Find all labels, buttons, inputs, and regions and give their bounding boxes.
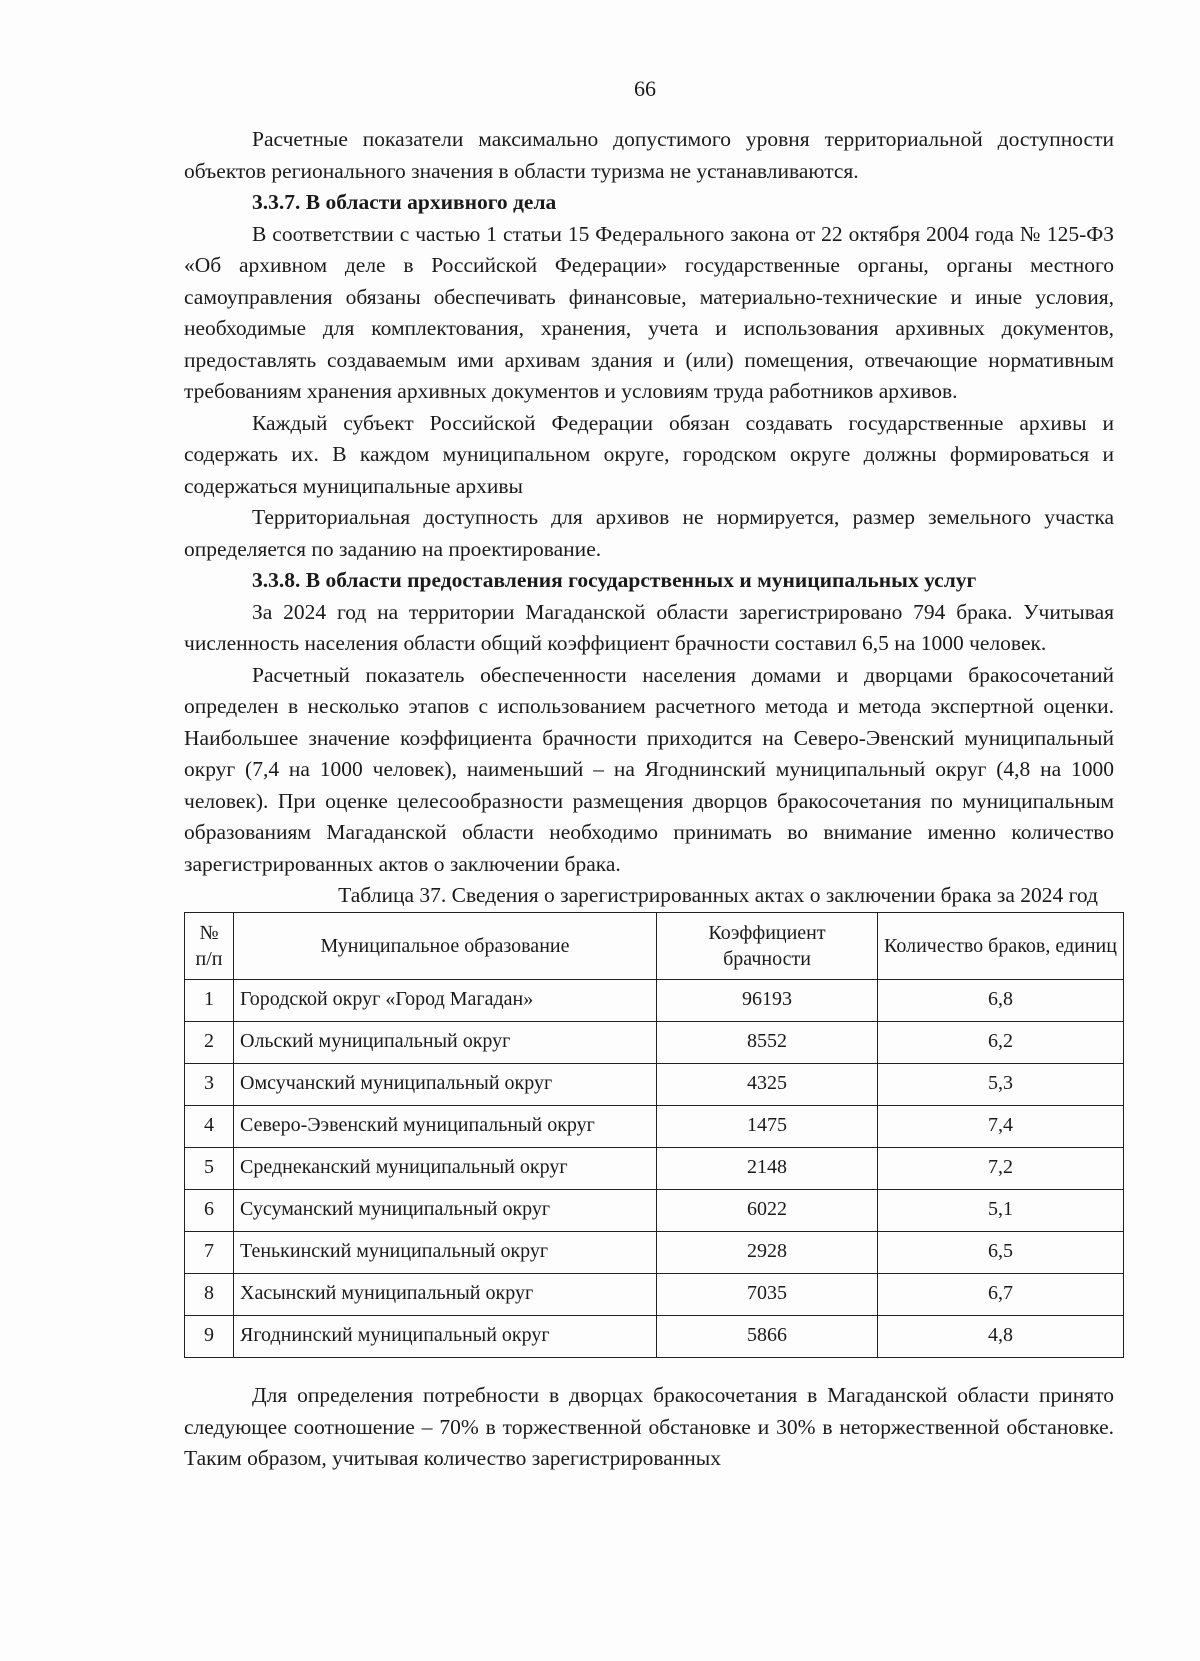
table-row [185,980,1124,1022]
cell-name: Северо-Ээвенский муниципальный округ [234,1106,657,1148]
cell-count: 6,2 [878,1022,1124,1064]
cell-count: 5,3 [878,1064,1124,1106]
cell-name: Среднеканский муниципальный округ [234,1148,657,1190]
cell-name: Тенькинский муниципальный округ [234,1232,657,1274]
cell-name: Городской округ «Город Магадан» [234,980,657,1022]
cell-coef: 2928 [657,1232,878,1274]
document-body [184,124,1117,1475]
table-header-row [185,913,1124,980]
cell-num: 9 [185,1316,234,1358]
cell-coef: 96193 [657,980,878,1022]
cell-name: Ягоднинский муниципальный округ [234,1316,657,1358]
table-row [185,1106,1124,1148]
table-row [185,1022,1124,1064]
heading-services: 3.3.8. В области предоставления государственных и муниципальных услуг [252,568,977,592]
cell-name: Сусуманский муниципальный округ [234,1190,657,1232]
cell-num: 8 [185,1274,234,1316]
header-num: № п/п [185,913,234,980]
paragraph-archives-access: Территориальная доступность для архивов не нормируется, размер земельного участка определяется по заданию на проектирование. [184,505,1114,561]
table-caption: Таблица 37. Сведения о зарегистрированных актах о заключении брака за 2024 год [338,883,1098,907]
cell-num: 5 [185,1148,234,1190]
paragraph-archives-subject: Каждый субъект Российской Федерации обязан создавать государственные архивы и содержать их. В каждом муниципальном округе, городском округе должны формироваться и содержаться муниципальные архивы [184,410,1114,498]
paragraph-palace-demand: Для определения потребности в дворцах бракосочетания в Магаданской области принято следующее соотношение – 70% в торжественной обстановке и 30% в неторжественной обстановке. Таким образом, учитывая количество зарегистрированных [184,1383,1114,1470]
paragraph-tourism: Расчетные показатели максимально допустимого уровня территориальной доступности объектов регионального значения в области туризма не устанавливаются. [184,127,1114,183]
cell-coef: 1475 [657,1106,878,1148]
cell-coef: 4325 [657,1064,878,1106]
header-name: Муниципальное образование [234,913,657,980]
cell-count: 6,8 [878,980,1124,1022]
marriage-table [184,912,1124,1358]
header-coef: Коэффициент брачности [657,913,878,980]
cell-coef: 6022 [657,1190,878,1232]
table-row [185,1064,1124,1106]
cell-count: 6,5 [878,1232,1124,1274]
paragraph-marriage-indicator: Расчетный показатель обеспеченности населения домами и дворцами бракосочетаний определен в несколько этапов с использованием расчетного метода и метода экспертной оценки. Наибольшее значение коэффициента брачности приходится на Северо-Эвенский муниципальный округ (7,4 на 1000 человек), наименьший – на Ягоднинский муниципальный округ (4,8 на 1000 человек). При оценке целесообразности размещения дворцов бракосочетания по муниципальным образованиям Магаданской области необходимо принимать во внимание именно количество зарегистрированных актов о заключении брака. [184,662,1114,876]
cell-count: 4,8 [878,1316,1124,1358]
paragraph-marriages-2024: За 2024 год на территории Магаданской области зарегистрировано 794 брака. Учитывая численность населения области общий коэффициент брачности составил 6,5 на 1000 человек. [184,599,1114,655]
cell-count: 6,7 [878,1274,1124,1316]
cell-coef: 7035 [657,1274,878,1316]
table-row [185,1316,1124,1358]
cell-count: 7,2 [878,1148,1124,1190]
header-count: Количество браков, единиц [878,913,1124,980]
cell-count: 5,1 [878,1190,1124,1232]
table-row [185,1274,1124,1316]
cell-name: Омсучанский муниципальный округ [234,1064,657,1106]
heading-archives: 3.3.7. В области архивного дела [252,190,557,214]
cell-num: 3 [185,1064,234,1106]
cell-coef: 8552 [657,1022,878,1064]
cell-num: 4 [185,1106,234,1148]
table-row [185,1148,1124,1190]
cell-num: 2 [185,1022,234,1064]
table-row [185,1232,1124,1274]
cell-num: 6 [185,1190,234,1232]
paragraph-archives-law: В соответствии с частью 1 статьи 15 Федерального закона от 22 октября 2004 года № 125-ФЗ «Об архивном деле в Российской Федерации» государственные органы, органы местного самоуправления обязаны обеспечивать финансовые, материально-технические и иные условия, необходимые для комплектования, хранения, учета и использования архивных документов, предоставлять создаваемым ими архивам здания и (или) помещения, отвечающие нормативным требованиям хранения архивных документов и условиям труда работников архивов. [184,221,1114,403]
cell-num: 7 [185,1232,234,1274]
cell-coef: 2148 [657,1148,878,1190]
cell-name: Ольский муниципальный округ [234,1022,657,1064]
cell-num: 1 [185,980,234,1022]
page-number: 66 [634,76,656,101]
table-row [185,1190,1124,1232]
cell-count: 7,4 [878,1106,1124,1148]
cell-coef: 5866 [657,1316,878,1358]
cell-name: Хасынский муниципальный округ [234,1274,657,1316]
